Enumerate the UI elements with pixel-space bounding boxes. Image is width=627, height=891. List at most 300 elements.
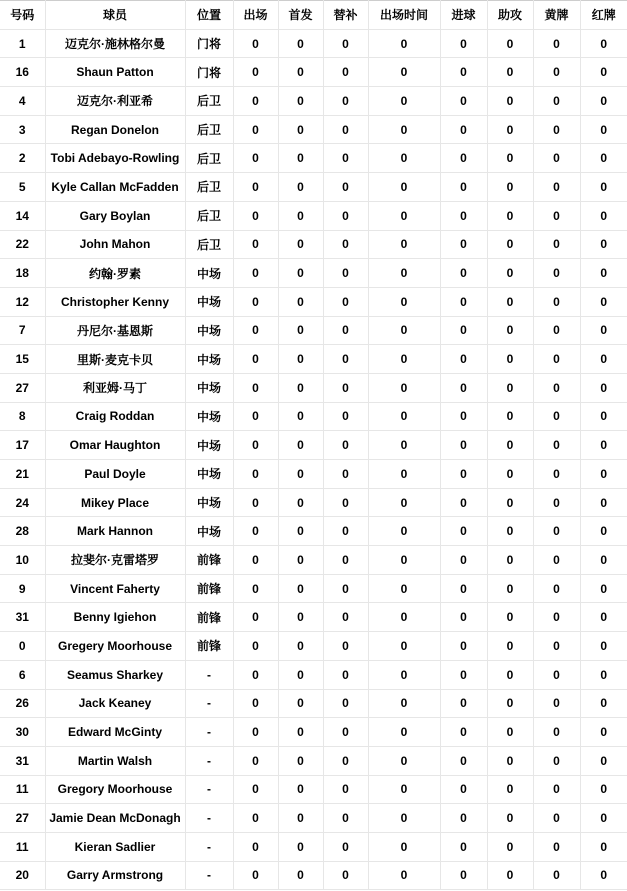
table-row	[0, 603, 627, 632]
cell-red_cards: 0	[580, 87, 627, 116]
table-row	[0, 431, 627, 460]
cell-number: 24	[0, 488, 45, 517]
cell-yellow_cards: 0	[533, 87, 580, 116]
cell-player: 迈克尔·利亚希	[45, 87, 185, 116]
cell-appearances: 0	[233, 29, 278, 58]
cell-yellow_cards: 0	[533, 689, 580, 718]
cell-goals: 0	[440, 804, 487, 833]
cell-substitute: 0	[323, 230, 368, 259]
column-header-position: 位置	[185, 1, 233, 30]
cell-yellow_cards: 0	[533, 29, 580, 58]
cell-starts: 0	[278, 345, 323, 374]
cell-appearances: 0	[233, 517, 278, 546]
cell-appearances: 0	[233, 173, 278, 202]
cell-assists: 0	[487, 603, 533, 632]
cell-position: 中场	[185, 460, 233, 489]
table-row	[0, 58, 627, 87]
cell-assists: 0	[487, 58, 533, 87]
cell-red_cards: 0	[580, 804, 627, 833]
cell-yellow_cards: 0	[533, 201, 580, 230]
cell-red_cards: 0	[580, 402, 627, 431]
cell-starts: 0	[278, 832, 323, 861]
cell-yellow_cards: 0	[533, 316, 580, 345]
cell-appearances: 0	[233, 287, 278, 316]
cell-yellow_cards: 0	[533, 230, 580, 259]
cell-position: 前锋	[185, 632, 233, 661]
cell-appearances: 0	[233, 402, 278, 431]
cell-appearances: 0	[233, 58, 278, 87]
cell-starts: 0	[278, 517, 323, 546]
table-row	[0, 689, 627, 718]
cell-red_cards: 0	[580, 373, 627, 402]
cell-minutes: 0	[368, 861, 440, 890]
cell-appearances: 0	[233, 316, 278, 345]
cell-player: Regan Donelon	[45, 115, 185, 144]
cell-yellow_cards: 0	[533, 431, 580, 460]
cell-yellow_cards: 0	[533, 632, 580, 661]
cell-starts: 0	[278, 201, 323, 230]
cell-starts: 0	[278, 718, 323, 747]
cell-assists: 0	[487, 287, 533, 316]
cell-appearances: 0	[233, 603, 278, 632]
cell-substitute: 0	[323, 517, 368, 546]
table-row	[0, 861, 627, 890]
cell-appearances: 0	[233, 230, 278, 259]
cell-yellow_cards: 0	[533, 861, 580, 890]
cell-starts: 0	[278, 29, 323, 58]
cell-number: 26	[0, 689, 45, 718]
cell-appearances: 0	[233, 201, 278, 230]
cell-assists: 0	[487, 230, 533, 259]
cell-minutes: 0	[368, 402, 440, 431]
cell-red_cards: 0	[580, 718, 627, 747]
cell-position: 中场	[185, 287, 233, 316]
cell-substitute: 0	[323, 173, 368, 202]
cell-starts: 0	[278, 230, 323, 259]
cell-starts: 0	[278, 431, 323, 460]
cell-substitute: 0	[323, 804, 368, 833]
cell-minutes: 0	[368, 373, 440, 402]
cell-starts: 0	[278, 660, 323, 689]
cell-assists: 0	[487, 201, 533, 230]
cell-player: Edward McGinty	[45, 718, 185, 747]
cell-position: 后卫	[185, 173, 233, 202]
table-row	[0, 287, 627, 316]
cell-yellow_cards: 0	[533, 460, 580, 489]
cell-appearances: 0	[233, 632, 278, 661]
cell-number: 20	[0, 861, 45, 890]
cell-position: -	[185, 718, 233, 747]
cell-number: 21	[0, 460, 45, 489]
cell-player: Jack Keaney	[45, 689, 185, 718]
column-header-goals: 进球	[440, 1, 487, 30]
cell-starts: 0	[278, 574, 323, 603]
cell-goals: 0	[440, 316, 487, 345]
column-header-assists: 助攻	[487, 1, 533, 30]
cell-red_cards: 0	[580, 861, 627, 890]
cell-goals: 0	[440, 546, 487, 575]
cell-position: 前锋	[185, 574, 233, 603]
cell-substitute: 0	[323, 259, 368, 288]
cell-minutes: 0	[368, 718, 440, 747]
cell-substitute: 0	[323, 29, 368, 58]
cell-number: 27	[0, 804, 45, 833]
cell-assists: 0	[487, 460, 533, 489]
cell-starts: 0	[278, 804, 323, 833]
table-row	[0, 517, 627, 546]
cell-position: 中场	[185, 259, 233, 288]
cell-minutes: 0	[368, 546, 440, 575]
table-row	[0, 345, 627, 374]
cell-assists: 0	[487, 574, 533, 603]
table-row	[0, 574, 627, 603]
cell-player: 利亚姆·马丁	[45, 373, 185, 402]
cell-red_cards: 0	[580, 746, 627, 775]
cell-minutes: 0	[368, 316, 440, 345]
cell-position: 前锋	[185, 546, 233, 575]
cell-starts: 0	[278, 746, 323, 775]
cell-red_cards: 0	[580, 460, 627, 489]
cell-starts: 0	[278, 259, 323, 288]
cell-minutes: 0	[368, 746, 440, 775]
cell-starts: 0	[278, 287, 323, 316]
table-row	[0, 373, 627, 402]
cell-goals: 0	[440, 746, 487, 775]
column-header-yellow_cards: 黄牌	[533, 1, 580, 30]
cell-starts: 0	[278, 144, 323, 173]
cell-player: Mikey Place	[45, 488, 185, 517]
cell-position: 中场	[185, 345, 233, 374]
cell-player: Seamus Sharkey	[45, 660, 185, 689]
table-row	[0, 718, 627, 747]
cell-appearances: 0	[233, 574, 278, 603]
cell-red_cards: 0	[580, 431, 627, 460]
cell-yellow_cards: 0	[533, 718, 580, 747]
cell-goals: 0	[440, 144, 487, 173]
column-header-player: 球员	[45, 1, 185, 30]
cell-appearances: 0	[233, 775, 278, 804]
cell-minutes: 0	[368, 345, 440, 374]
cell-number: 11	[0, 832, 45, 861]
cell-appearances: 0	[233, 87, 278, 116]
cell-red_cards: 0	[580, 259, 627, 288]
column-header-starts: 首发	[278, 1, 323, 30]
cell-yellow_cards: 0	[533, 173, 580, 202]
cell-position: 中场	[185, 316, 233, 345]
cell-number: 5	[0, 173, 45, 202]
cell-red_cards: 0	[580, 287, 627, 316]
cell-minutes: 0	[368, 87, 440, 116]
cell-appearances: 0	[233, 832, 278, 861]
cell-player: Paul Doyle	[45, 460, 185, 489]
cell-substitute: 0	[323, 775, 368, 804]
cell-appearances: 0	[233, 861, 278, 890]
cell-substitute: 0	[323, 861, 368, 890]
cell-player: Gary Boylan	[45, 201, 185, 230]
cell-goals: 0	[440, 87, 487, 116]
cell-assists: 0	[487, 115, 533, 144]
cell-assists: 0	[487, 345, 533, 374]
cell-starts: 0	[278, 488, 323, 517]
cell-position: 中场	[185, 373, 233, 402]
table-row	[0, 546, 627, 575]
column-header-appearances: 出场	[233, 1, 278, 30]
cell-red_cards: 0	[580, 546, 627, 575]
cell-position: 后卫	[185, 201, 233, 230]
cell-player: Garry Armstrong	[45, 861, 185, 890]
cell-red_cards: 0	[580, 689, 627, 718]
cell-position: -	[185, 746, 233, 775]
cell-minutes: 0	[368, 201, 440, 230]
cell-substitute: 0	[323, 689, 368, 718]
cell-substitute: 0	[323, 574, 368, 603]
cell-number: 31	[0, 746, 45, 775]
header-row	[0, 1, 627, 30]
cell-assists: 0	[487, 373, 533, 402]
cell-goals: 0	[440, 632, 487, 661]
cell-substitute: 0	[323, 345, 368, 374]
cell-goals: 0	[440, 115, 487, 144]
cell-position: 门将	[185, 58, 233, 87]
cell-player: 迈克尔·施林格尔曼	[45, 29, 185, 58]
cell-red_cards: 0	[580, 29, 627, 58]
cell-player: Kieran Sadlier	[45, 832, 185, 861]
cell-starts: 0	[278, 546, 323, 575]
cell-red_cards: 0	[580, 316, 627, 345]
table-row	[0, 316, 627, 345]
cell-minutes: 0	[368, 29, 440, 58]
cell-red_cards: 0	[580, 230, 627, 259]
cell-starts: 0	[278, 373, 323, 402]
cell-substitute: 0	[323, 603, 368, 632]
cell-starts: 0	[278, 632, 323, 661]
cell-number: 11	[0, 775, 45, 804]
cell-substitute: 0	[323, 373, 368, 402]
cell-red_cards: 0	[580, 58, 627, 87]
cell-appearances: 0	[233, 144, 278, 173]
table-row	[0, 201, 627, 230]
cell-goals: 0	[440, 58, 487, 87]
column-header-number: 号码	[0, 1, 45, 30]
cell-yellow_cards: 0	[533, 287, 580, 316]
cell-substitute: 0	[323, 832, 368, 861]
cell-substitute: 0	[323, 287, 368, 316]
table-row	[0, 632, 627, 661]
cell-position: -	[185, 832, 233, 861]
cell-number: 3	[0, 115, 45, 144]
cell-minutes: 0	[368, 259, 440, 288]
cell-minutes: 0	[368, 517, 440, 546]
cell-appearances: 0	[233, 718, 278, 747]
cell-position: 后卫	[185, 144, 233, 173]
cell-red_cards: 0	[580, 517, 627, 546]
cell-minutes: 0	[368, 832, 440, 861]
cell-assists: 0	[487, 488, 533, 517]
cell-red_cards: 0	[580, 660, 627, 689]
cell-number: 28	[0, 517, 45, 546]
cell-player: John Mahon	[45, 230, 185, 259]
column-header-substitute: 替补	[323, 1, 368, 30]
cell-red_cards: 0	[580, 574, 627, 603]
cell-player: Gregory Moorhouse	[45, 775, 185, 804]
cell-number: 30	[0, 718, 45, 747]
cell-yellow_cards: 0	[533, 345, 580, 374]
cell-starts: 0	[278, 173, 323, 202]
table-row	[0, 259, 627, 288]
cell-player: Benny Igiehon	[45, 603, 185, 632]
table-row	[0, 804, 627, 833]
table-row	[0, 115, 627, 144]
cell-player: Martin Walsh	[45, 746, 185, 775]
table-row	[0, 488, 627, 517]
cell-assists: 0	[487, 29, 533, 58]
cell-position: 中场	[185, 517, 233, 546]
cell-minutes: 0	[368, 660, 440, 689]
cell-player: Jamie Dean McDonagh	[45, 804, 185, 833]
cell-substitute: 0	[323, 746, 368, 775]
table-row	[0, 775, 627, 804]
cell-substitute: 0	[323, 316, 368, 345]
cell-appearances: 0	[233, 115, 278, 144]
cell-minutes: 0	[368, 58, 440, 87]
cell-starts: 0	[278, 87, 323, 116]
cell-starts: 0	[278, 603, 323, 632]
cell-number: 2	[0, 144, 45, 173]
cell-number: 31	[0, 603, 45, 632]
cell-yellow_cards: 0	[533, 517, 580, 546]
cell-red_cards: 0	[580, 832, 627, 861]
cell-goals: 0	[440, 689, 487, 718]
cell-goals: 0	[440, 718, 487, 747]
cell-number: 4	[0, 87, 45, 116]
cell-goals: 0	[440, 574, 487, 603]
cell-red_cards: 0	[580, 488, 627, 517]
cell-red_cards: 0	[580, 144, 627, 173]
cell-assists: 0	[487, 689, 533, 718]
cell-yellow_cards: 0	[533, 259, 580, 288]
cell-substitute: 0	[323, 115, 368, 144]
cell-number: 16	[0, 58, 45, 87]
cell-substitute: 0	[323, 546, 368, 575]
cell-position: 前锋	[185, 603, 233, 632]
cell-goals: 0	[440, 373, 487, 402]
table-row	[0, 832, 627, 861]
cell-position: -	[185, 775, 233, 804]
table-row	[0, 230, 627, 259]
cell-number: 8	[0, 402, 45, 431]
cell-number: 1	[0, 29, 45, 58]
cell-player: Christopher Kenny	[45, 287, 185, 316]
cell-starts: 0	[278, 316, 323, 345]
cell-yellow_cards: 0	[533, 402, 580, 431]
column-header-minutes: 出场时间	[368, 1, 440, 30]
cell-position: 中场	[185, 431, 233, 460]
cell-position: -	[185, 660, 233, 689]
cell-yellow_cards: 0	[533, 546, 580, 575]
cell-yellow_cards: 0	[533, 144, 580, 173]
cell-number: 9	[0, 574, 45, 603]
cell-appearances: 0	[233, 488, 278, 517]
cell-assists: 0	[487, 775, 533, 804]
cell-red_cards: 0	[580, 201, 627, 230]
cell-appearances: 0	[233, 460, 278, 489]
cell-assists: 0	[487, 259, 533, 288]
cell-minutes: 0	[368, 431, 440, 460]
cell-number: 15	[0, 345, 45, 374]
cell-assists: 0	[487, 517, 533, 546]
table-row	[0, 402, 627, 431]
cell-position: -	[185, 804, 233, 833]
cell-appearances: 0	[233, 660, 278, 689]
cell-minutes: 0	[368, 144, 440, 173]
cell-red_cards: 0	[580, 173, 627, 202]
cell-yellow_cards: 0	[533, 115, 580, 144]
cell-minutes: 0	[368, 488, 440, 517]
cell-number: 6	[0, 660, 45, 689]
cell-yellow_cards: 0	[533, 373, 580, 402]
cell-minutes: 0	[368, 603, 440, 632]
cell-assists: 0	[487, 746, 533, 775]
cell-red_cards: 0	[580, 345, 627, 374]
cell-number: 0	[0, 632, 45, 661]
cell-assists: 0	[487, 861, 533, 890]
cell-player: Mark Hannon	[45, 517, 185, 546]
cell-goals: 0	[440, 29, 487, 58]
cell-goals: 0	[440, 345, 487, 374]
cell-red_cards: 0	[580, 775, 627, 804]
cell-minutes: 0	[368, 804, 440, 833]
cell-player: Gregery Moorhouse	[45, 632, 185, 661]
cell-position: 后卫	[185, 87, 233, 116]
cell-starts: 0	[278, 460, 323, 489]
cell-goals: 0	[440, 431, 487, 460]
cell-substitute: 0	[323, 718, 368, 747]
cell-substitute: 0	[323, 660, 368, 689]
cell-goals: 0	[440, 230, 487, 259]
cell-appearances: 0	[233, 689, 278, 718]
cell-number: 18	[0, 259, 45, 288]
cell-assists: 0	[487, 832, 533, 861]
cell-appearances: 0	[233, 546, 278, 575]
cell-number: 27	[0, 373, 45, 402]
cell-red_cards: 0	[580, 115, 627, 144]
cell-position: 后卫	[185, 115, 233, 144]
table-body	[0, 29, 627, 890]
cell-assists: 0	[487, 402, 533, 431]
cell-number: 22	[0, 230, 45, 259]
cell-yellow_cards: 0	[533, 574, 580, 603]
cell-position: 中场	[185, 402, 233, 431]
cell-goals: 0	[440, 861, 487, 890]
cell-yellow_cards: 0	[533, 603, 580, 632]
cell-player: 拉斐尔·克雷塔罗	[45, 546, 185, 575]
cell-goals: 0	[440, 660, 487, 689]
cell-player: 约翰·罗素	[45, 259, 185, 288]
cell-substitute: 0	[323, 431, 368, 460]
cell-number: 14	[0, 201, 45, 230]
cell-appearances: 0	[233, 804, 278, 833]
cell-number: 10	[0, 546, 45, 575]
cell-yellow_cards: 0	[533, 746, 580, 775]
cell-minutes: 0	[368, 460, 440, 489]
cell-player: 丹尼尔·基恩斯	[45, 316, 185, 345]
cell-number: 17	[0, 431, 45, 460]
cell-goals: 0	[440, 173, 487, 202]
cell-position: -	[185, 689, 233, 718]
cell-goals: 0	[440, 517, 487, 546]
table-row	[0, 460, 627, 489]
column-header-red_cards: 红牌	[580, 1, 627, 30]
